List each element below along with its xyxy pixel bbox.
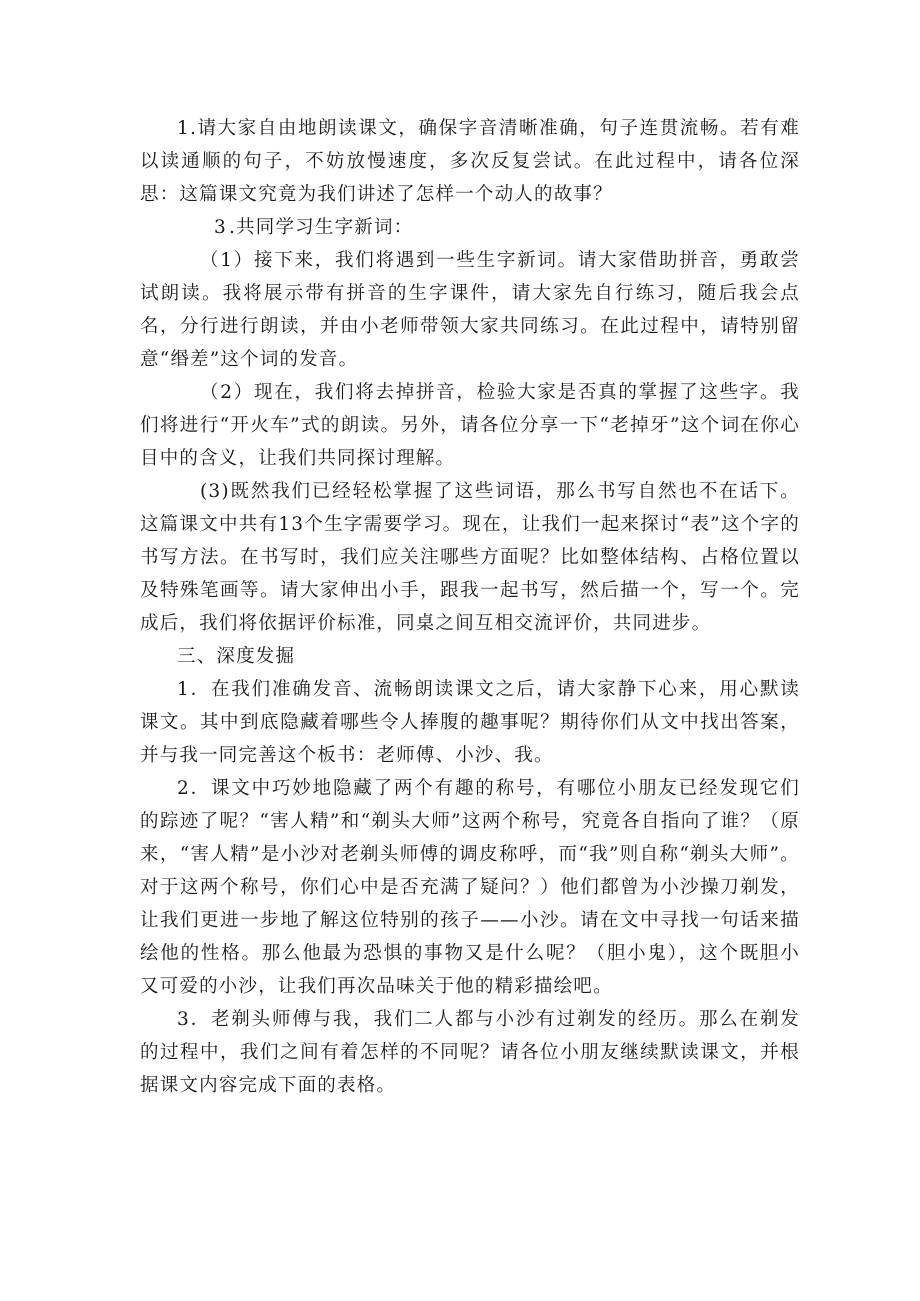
section-number: 3 <box>214 217 227 238</box>
paragraph-step-2: （2）现在，我们将去掉拼音，检验大家是否真的掌握了这些字。我们将进行“开火车”式的朗读。另外，请各位分享一下“老掉牙”这个词在你心目中的含义，让我们共同探讨理解。 <box>140 382 800 469</box>
paragraph-read-aloud: 1.请大家自由地朗读课文，确保字音清晰准确，句子连贯流畅。若有难以读通顺的句子，不妨放慢速度，多次反复尝试。在此过程中，请各位深思：这篇课文究竟为我们讲述了怎样一个动人的故事？ <box>140 118 800 205</box>
document-page <box>140 112 800 1102</box>
paragraph-step-3: (3)既然我们已经轻松掌握了这些词语，那么书写自然也不在话下。这篇课文中共有13个生字需要学习。现在，让我们一起来探讨“表”这个字的书写方法。在书写时，我们应关注哪些方面呢？比如整体结构、占格位置以及特殊笔画等。请大家伸出小手，跟我一起书写，然后描一个，写一个。完成后，我们将依据评价标准，同桌之间互相交流评价，共同进步。 <box>140 481 800 634</box>
paragraph-step-1: （1）接下来，我们将遇到一些生字新词。请大家借助拼音，勇敢尝试朗读。我将展示带有拼音的生字课件，请大家先自行练习，随后我会点名，分行进行朗读，并由小老师带领大家共同练习。在此过程中，请特别留意“缗差”这个词的发音。 <box>140 250 800 370</box>
paragraph-deep-3: 3．老剃头师傅与我，我们二人都与小沙有过剃发的经历。那么在剃发的过程中，我们之间有着怎样的不同呢？请各位小朋友继续默读课文，并根据课文内容完成下面的表格。 <box>140 1009 800 1096</box>
section-heading-text: .共同学习生字新词： <box>229 217 414 238</box>
section-heading-deep-dive: 三、深度发掘 <box>177 646 296 667</box>
paragraph-deep-2: 2．课文中巧妙地隐藏了两个有趣的称号，有哪位小朋友已经发现它们的踪迹了呢？“害人精”和“剃头大师”这两个称号，究竟各自指向了谁？（原来，“害人精”是小沙对老剃头师傅的调皮称呼，而“我”则自称“剃头大师”。对于这两个称号，你们心中是否充满了疑问？）他们都曾为小沙操刀剃发，让我们更进一步地了解这位特别的孩子——小沙。请在文中寻找一句话来描绘他的性格。那么他最为恐惧的事物又是什么呢？（胆小鬼），这个既胆小又可爱的小沙，让我们再次品味关于他的精彩描绘吧。 <box>140 778 800 997</box>
paragraph-deep-1: 1．在我们准确发音、流畅朗读课文之后，请大家静下心来，用心默读课文。其中到底隐藏着哪些令人捧腹的趣事呢？期待你们从文中找出答案，并与我一同完善这个板书：老师傅、小沙、我。 <box>140 679 800 766</box>
section-heading-new-words <box>140 211 800 244</box>
